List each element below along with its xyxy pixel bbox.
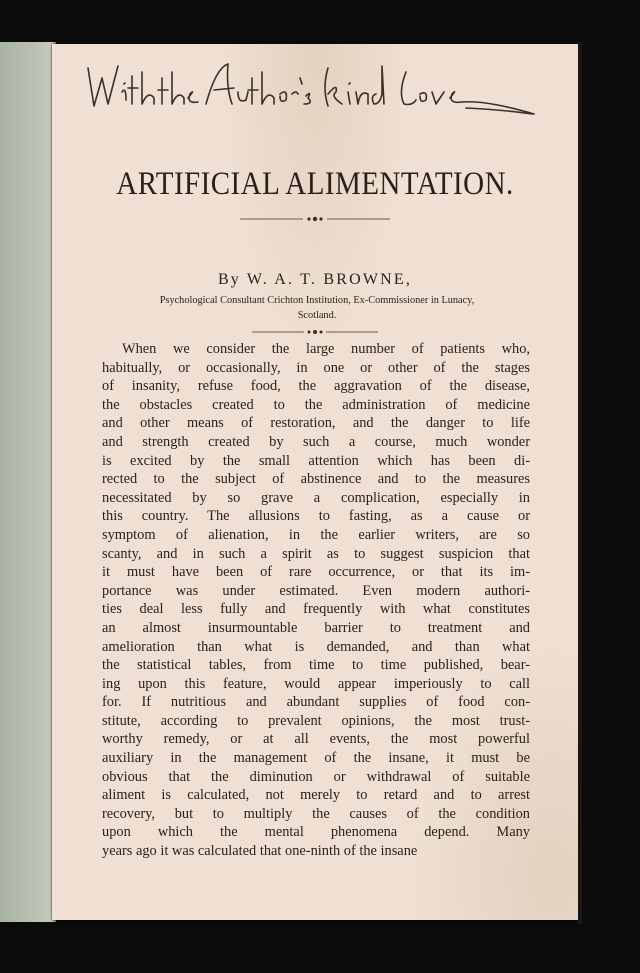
body-line: ties deal less fully and frequently with what constitutes bbox=[102, 601, 530, 618]
body-line: is excited by the small attention which has been di- bbox=[102, 452, 530, 469]
handwritten-inscription bbox=[66, 48, 536, 118]
body-line: and strength created by such a course, much wonder bbox=[102, 433, 530, 450]
title-ornament-icon bbox=[240, 214, 390, 224]
body-line: of insanity, refuse food, the aggravation of the disease, bbox=[102, 378, 530, 395]
body-line: years ago it was calculated that one-ninth of the insane bbox=[102, 843, 418, 860]
body-line: worthy remedy, or at all events, the most powerful bbox=[102, 731, 530, 748]
body-line: portance was under estimated. Even modern authori- bbox=[102, 582, 530, 599]
author-byline: By W. A. T. BROWNE, bbox=[217, 271, 413, 288]
body-line: upon which the mental phenomena depend. Many bbox=[102, 824, 530, 841]
body-line: stitute, according to prevalent opinions, the most trust- bbox=[102, 712, 530, 729]
body-line: this country. The allusions to fasting, as a cause or bbox=[102, 508, 530, 525]
author-affiliation bbox=[102, 293, 532, 323]
body-line: When we consider the large number of patients who, bbox=[122, 341, 530, 357]
affiliation-line: Scotland. bbox=[297, 310, 337, 321]
document-page bbox=[52, 44, 578, 920]
body-line: scanty, and in such a spirit as to suggest suspicion that bbox=[102, 545, 530, 562]
book-cover-edge bbox=[0, 42, 56, 922]
body-line: ing upon this feature, would appear imperiously to call bbox=[102, 675, 530, 692]
scan-frame-edge bbox=[578, 42, 582, 924]
body-line: auxiliary in the management of the insane, it must be bbox=[102, 750, 530, 767]
byline-ornament-icon bbox=[252, 327, 378, 337]
body-line: an almost insurmountable barrier to treatment and bbox=[102, 619, 530, 636]
body-line: rected to the subject of abstinence and to the measures bbox=[102, 471, 530, 488]
body-line: the statistical tables, from time to time published, bear- bbox=[102, 657, 530, 674]
body-line: amelioration than what is demanded, and than what bbox=[102, 638, 530, 655]
body-line: aliment is calculated, not merely to retard and to arrest bbox=[102, 787, 530, 804]
inscription-signature-icon bbox=[66, 48, 536, 118]
body-line: necessitated by so grave a complication, especially in bbox=[102, 489, 530, 506]
body-line: recovery, but to multiply the causes of the condition bbox=[102, 805, 530, 822]
body-line: the obstacles created to the administration of medicine bbox=[102, 396, 530, 413]
body-line: habitually, or occasionally, in one or other of the stages bbox=[102, 359, 530, 376]
document-title: ARTIFICIAL ALIMENTATION. bbox=[116, 166, 514, 202]
body-line: obvious that the diminution or withdrawal of suitable bbox=[102, 768, 530, 785]
body-line: it must have been of rare occurrence, or that its im- bbox=[102, 564, 530, 581]
body-line: for. If nutritious and abundant supplies of food con- bbox=[102, 694, 530, 711]
body-line: symptom of alienation, in the earlier writers, are so bbox=[102, 526, 530, 543]
affiliation-line: Psychological Consultant Crichton Institution, Ex-Commissioner in Lunacy, bbox=[159, 295, 475, 306]
body-line: and other means of restoration, and the danger to life bbox=[102, 415, 530, 432]
body-paragraph bbox=[102, 340, 530, 861]
